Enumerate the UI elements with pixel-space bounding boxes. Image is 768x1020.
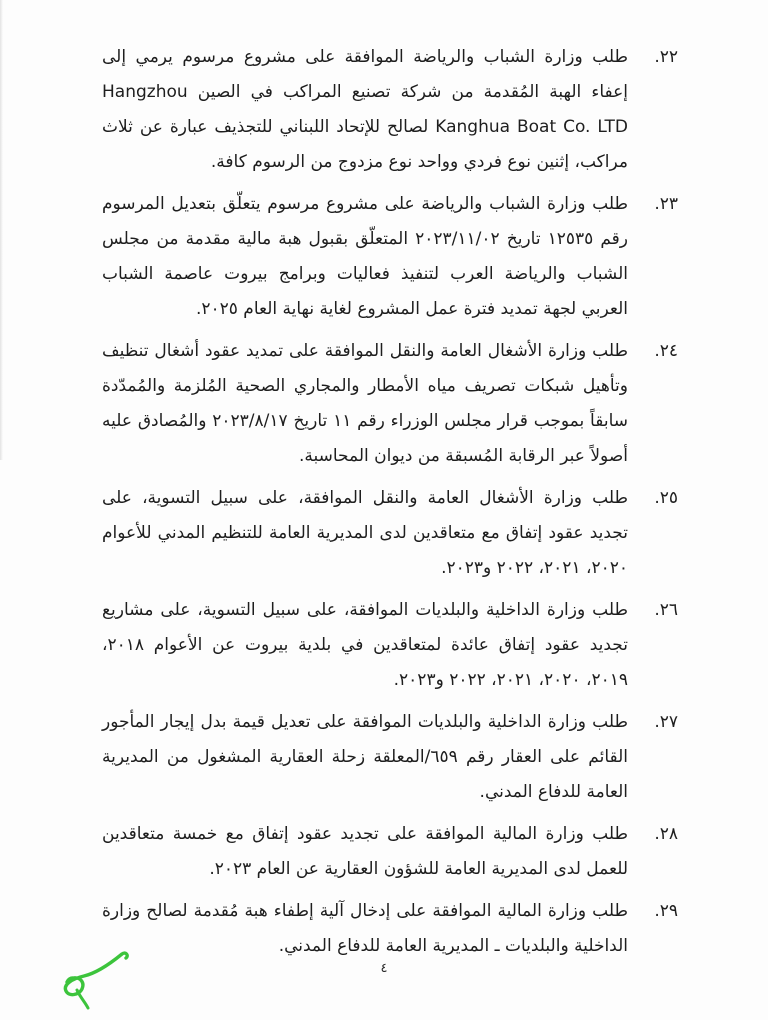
item-text: طلب وزارة الداخلية والبلديات الموافقة، على سبيل التسوية، على مشاريع تجديد عقود إتفاق عائدة لمتعاقدين في بلدية بيروت عن الأعوام ٢٠١٨، ٢٠١٩، ٢٠٢٠، ٢٠٢١، ٢٠٢٢ و٢٠٢٣. (102, 600, 628, 690)
item-number: ٢٦. (654, 600, 678, 620)
signature-scribble-icon (46, 946, 138, 1012)
item-text: طلب وزارة الأشغال العامة والنقل الموافقة على تمديد عقود أشغال تنظيف وتأهيل شبكات تصريف مياه الأمطار والمجاري الصحية المُلزمة والمُمدّدة سابقاً بموجب قرار مجلس الوزراء رقم ١١ تاريخ ٢٠٢٣/٨/١٧ والمُصادق عليه أصولاً عبر الرقابة المُسبقة من ديوان المحاسبة. (102, 341, 628, 466)
signature-stroke (65, 953, 127, 995)
item-number: ٢٤. (654, 341, 678, 361)
agenda-item (102, 593, 678, 698)
item-number: ٢٥. (654, 488, 678, 508)
item-text: طلب وزارة الشباب والرياضة الموافقة على مشروع مرسوم يرمي إلى إعفاء الهبة المُقدمة من شركة تصنيع المراكب في الصين Hangzhou Kanghua Boat Co. LTD لصالح للإتحاد اللبناني للتجذيف عبارة عن ثلاث مراكب، إثنين نوع فردي وواحد نوع مزدوج من الرسوم كافة. (102, 47, 628, 172)
agenda-item (102, 187, 678, 327)
item-text: طلب وزارة المالية الموافقة على تجديد عقود إتفاق مع خمسة متعاقدين للعمل لدى المديرية العامة للشؤون العقارية عن العام ٢٠٢٣. (102, 824, 628, 879)
item-text: طلب وزارة الداخلية والبلديات الموافقة على تعديل قيمة بدل إيجار المأجور القائم على العقار رقم ٦٥٩/المعلقة زحلة العقارية المشغول من المديرية العامة للدفاع المدني. (102, 712, 628, 802)
agenda-list (102, 40, 678, 971)
item-number: ٢٧. (654, 712, 678, 732)
signature-tail-stroke (77, 990, 88, 1008)
agenda-item (102, 334, 678, 474)
item-text: طلب وزارة المالية الموافقة على إدخال آلية إطفاء هبة مُقدمة لصالح وزارة الداخلية والبلديات ـ المديرية العامة للدفاع المدني. (102, 901, 628, 956)
page-number: ٤ (380, 961, 388, 976)
agenda-item (102, 481, 678, 586)
agenda-item (102, 40, 678, 180)
item-number: ٢٨. (654, 824, 678, 844)
agenda-item (102, 894, 678, 964)
item-number: ٢٣. (654, 194, 678, 214)
agenda-item (102, 705, 678, 810)
item-number: ٢٩. (654, 901, 678, 921)
agenda-item (102, 817, 678, 887)
item-number: ٢٢. (654, 47, 678, 67)
scan-edge-artifact (0, 0, 3, 460)
item-text: طلب وزارة الشباب والرياضة على مشروع مرسوم يتعلّق بتعديل المرسوم رقم ١٢٥٣٥ تاريخ ٢٠٢٣/١١/٠٢ المتعلّق بقبول هبة مالية مقدمة من مجلس الشباب والرياضة العرب لتنفيذ فعاليات وبرامج بيروت عاصمة الشباب العربي لجهة تمديد فترة عمل المشروع لغاية نهاية العام ٢٠٢٥. (102, 194, 628, 319)
item-text: طلب وزارة الأشغال العامة والنقل الموافقة، على سبيل التسوية، على تجديد عقود إتفاق مع متعاقدين لدى المديرية العامة للتنظيم المدني للأعوام ٢٠٢٠، ٢٠٢١، ٢٠٢٢ و٢٠٢٣. (102, 488, 628, 578)
